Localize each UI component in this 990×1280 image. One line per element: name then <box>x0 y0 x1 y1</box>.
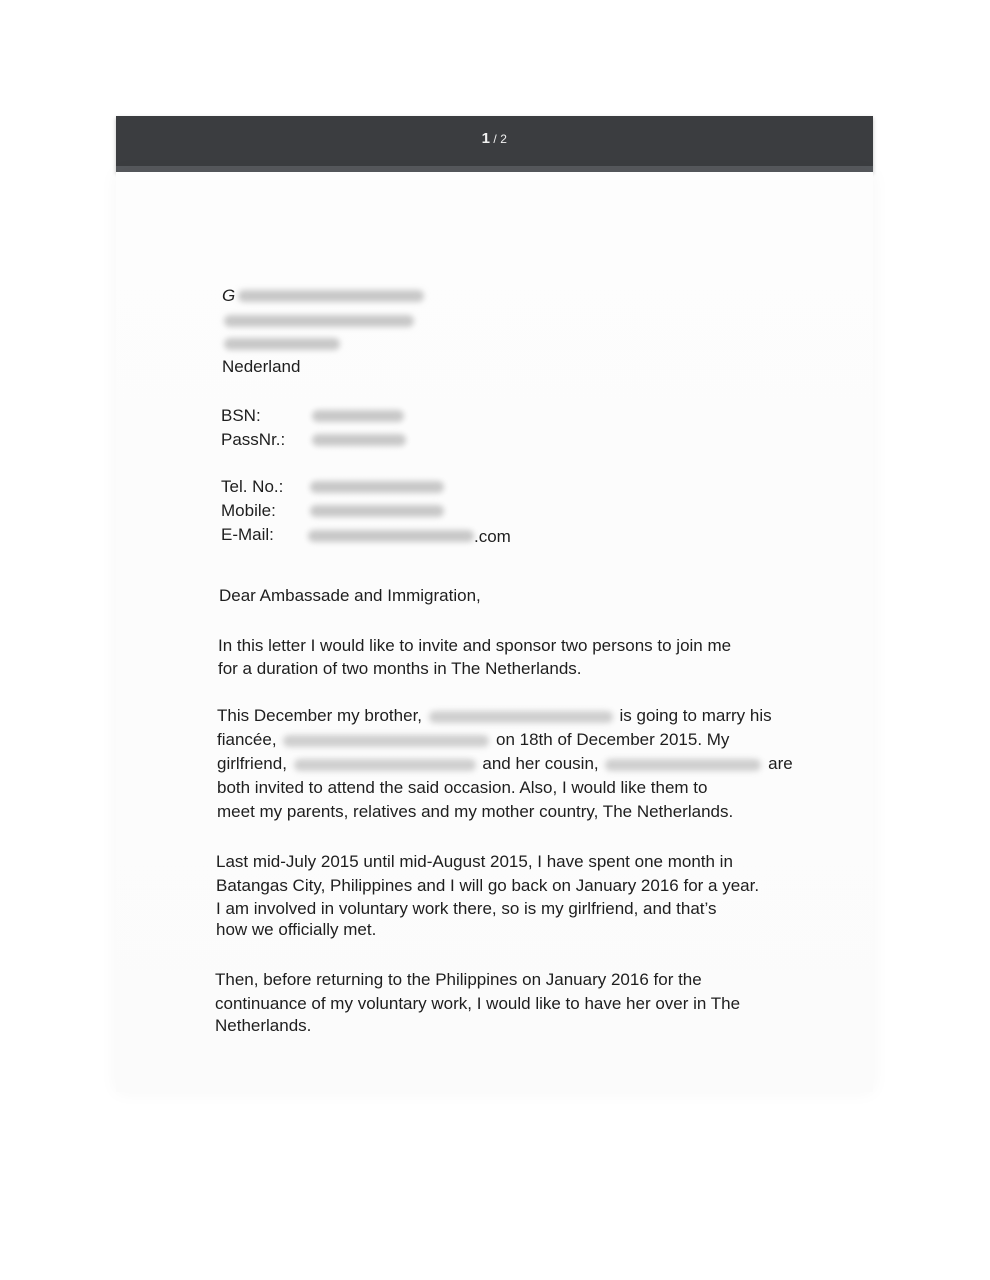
paragraph-3-line-3: I am involved in voluntary work there, so is my girlfriend, and that’s <box>216 899 717 918</box>
paragraph-2-line-3-end: are <box>768 754 793 773</box>
salutation: Dear Ambassade and Immigration, <box>219 586 481 605</box>
paragraph-3-line-4: how we officially met. <box>216 920 377 939</box>
paragraph-2-line-1 <box>217 704 772 728</box>
paragraph-4-line-1: Then, before returning to the Philippines on January 2016 for the <box>215 970 702 989</box>
paragraph-2-line-3-middle: and her cousin, <box>482 754 599 773</box>
paragraph-2-line-2-start: fiancée, <box>217 730 277 749</box>
paragraph-3-line-1: Last mid-July 2015 until mid-August 2015, I have spent one month in <box>216 852 733 871</box>
paragraph-2-line-2 <box>217 728 729 752</box>
redacted-postal-code-city <box>224 338 340 350</box>
redacted-fiancee-name <box>283 735 489 747</box>
redacted-bsn-value <box>312 410 404 422</box>
tel-label: Tel. No.: <box>221 477 284 496</box>
page-indicator <box>116 130 873 147</box>
paragraph-2-line-3-start: girlfriend, <box>217 754 287 773</box>
letter-body <box>116 172 873 1092</box>
redacted-cousin-name <box>605 759 761 771</box>
page-separator: / <box>493 132 498 146</box>
paragraph-4-line-3: Netherlands. <box>215 1016 312 1035</box>
document-page[interactable] <box>116 172 873 1092</box>
redacted-brother-name <box>429 711 613 723</box>
mobile-label: Mobile: <box>221 501 276 520</box>
paragraph-2-line-1-end: is going to marry his <box>619 706 772 725</box>
paragraph-1-line-1: In this letter I would like to invite and sponsor two persons to join me <box>218 636 732 655</box>
email-label: E-Mail: <box>221 525 274 544</box>
redacted-street-address <box>224 315 414 327</box>
redacted-girlfriend-name <box>294 759 476 771</box>
redacted-sender-name <box>238 290 424 302</box>
paragraph-1-line-2: for a duration of two months in The Netherlands. <box>218 659 582 678</box>
sender-name-initial: G <box>222 286 236 305</box>
redacted-mobile-value <box>310 505 444 517</box>
paragraph-3-line-2: Batangas City, Philippines and I will go back on January 2016 for a year. <box>216 876 760 895</box>
passnr-label: PassNr.: <box>221 430 286 449</box>
total-page-count: 2 <box>500 132 508 146</box>
bsn-label: BSN: <box>221 406 261 425</box>
paragraph-2-line-5: meet my parents, relatives and my mother country, The Netherlands. <box>217 802 734 821</box>
paragraph-2-line-1-start: This December my brother, <box>217 706 423 725</box>
pdf-viewer-toolbar <box>116 116 873 172</box>
paragraph-2-line-4: both invited to attend the said occasion. Also, I would like them to <box>217 778 708 797</box>
email-suffix: .com <box>474 527 511 546</box>
redacted-email-value <box>308 530 474 542</box>
paragraph-2-line-3 <box>217 752 793 776</box>
redacted-passnr-value <box>312 434 406 446</box>
redacted-tel-value <box>310 481 444 493</box>
paragraph-4-line-2: continuance of my voluntary work, I would like to have her over in The <box>215 994 741 1013</box>
current-page-number: 1 <box>481 130 491 147</box>
sender-country: Nederland <box>222 357 301 376</box>
paragraph-2-line-2-end: on 18th of December 2015. My <box>496 730 730 749</box>
